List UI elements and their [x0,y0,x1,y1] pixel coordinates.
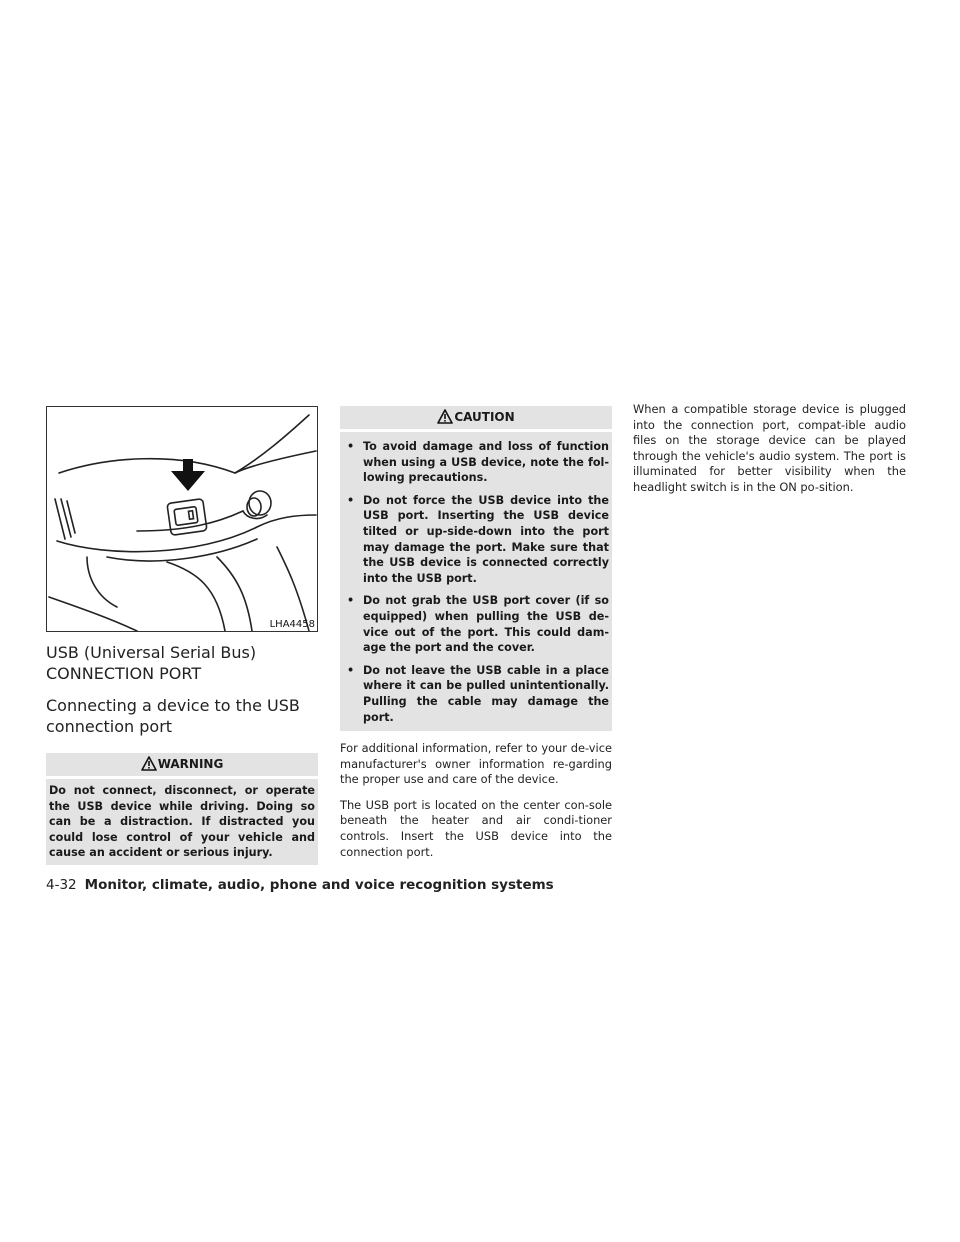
page-footer [46,877,554,893]
caution-item-text: Do not leave the USB cable in a place where it can be pulled unintentionally. Pulling the cable may damage the port. [363,663,609,724]
warning-divider [46,776,318,779]
caution-divider [340,429,612,432]
middle-column [340,406,612,860]
body-paragraph: The USB port is located on the center con-sole beneath the heater and air condi-tioner controls. Insert the USB device into the connection port. [340,797,612,859]
usb-port-illustration [46,406,318,632]
caution-item-text: Do not force the USB device into the USB port. Inserting the USB device tilted or up-side-down into the port may damage the port. Make sure that the USB device is connected correctly into the USB port. [363,493,609,585]
bullet-dot: • [347,663,355,677]
warning-box [46,753,318,865]
warning-label: WARNING [157,757,224,771]
warning-triangle-icon [141,756,157,776]
caution-item [343,663,609,725]
warning-header [49,755,315,773]
figure-code: LHA4458 [269,619,315,630]
section-title: USB (Universal Serial Bus) CONNECTION PORT [46,643,257,683]
caution-label: CAUTION [454,410,515,424]
caution-header [343,408,609,426]
caution-box [340,406,612,731]
bullet-dot: • [347,594,355,608]
warning-triangle-icon [437,409,453,429]
bullet-dot: • [347,493,355,507]
subsection-title: Connecting a device to the USB connection port [46,696,300,736]
caution-item [343,593,609,655]
caution-item [343,439,609,486]
console-line-drawing [47,407,317,631]
caution-item [343,493,609,587]
warning-text: Do not connect, disconnect, or operate the USB device while driving. Doing so can be a distraction. If distracted you could lose control of your vehicle and cause an accident or serious injury. [49,784,315,860]
body-paragraph: When a compatible storage device is plugged into the connection port, compat-ible audio files on the storage device can be played through the vehicle's audio system. The port is illuminated for better visibility when the headlight switch is in the ON po-sition. [633,402,906,494]
page-number: 4-32 [46,877,77,893]
left-column [46,406,318,865]
caution-item-text: To avoid damage and loss of function when using a USB device, note the fol-lowing precautions. [363,440,609,485]
chapter-title: Monitor, climate, audio, phone and voice recognition systems [84,877,554,893]
right-column [633,402,906,496]
body-paragraph: For additional information, refer to your de-vice manufacturer's owner information re-garding the proper use and care of the device. [340,741,612,787]
caution-item-text: Do not grab the USB port cover (if so equipped) when pulling the USB de-vice out of the port. This could dam-age the port and the cover. [363,594,609,655]
bullet-dot: • [347,440,355,453]
